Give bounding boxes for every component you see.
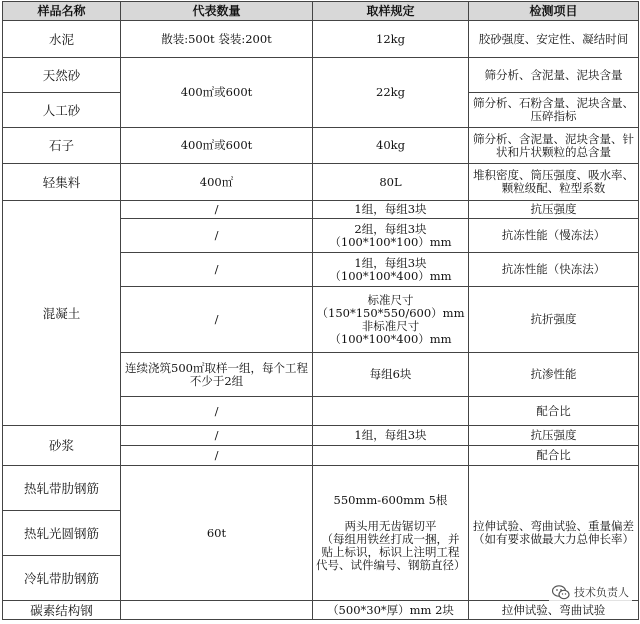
steel-name-3: 冷轧带肋钢筋: [3, 556, 121, 601]
carbon-steel-qty: [121, 601, 313, 620]
concrete-test-5: 抗渗性能: [469, 353, 639, 397]
lightweight-test: 堆积密度、筒压强度、吸水率、颗粒级配、粒型系数: [469, 164, 639, 201]
mortar-qty-1: /: [121, 426, 313, 446]
table-row: [3, 466, 639, 511]
rule-line: （100*100*400）mm: [316, 270, 465, 283]
concrete-test-3: 抗冻性能（快冻法）: [469, 253, 639, 287]
steel-rule: [313, 466, 469, 601]
table-row: [3, 58, 639, 93]
concrete-qty-1: /: [121, 201, 313, 219]
steel-name-2: 热轧光圆钢筋: [3, 511, 121, 556]
rule-line: 两头用无齿锯切平: [316, 520, 465, 533]
carbon-steel-test: 拉伸试验、弯曲试验: [469, 601, 639, 620]
rule-line: （100*100*100）mm: [316, 236, 465, 249]
mortar-rule-1: 1组，每组3块: [313, 426, 469, 446]
concrete-name: 混凝土: [3, 201, 121, 426]
sampling-table: [2, 1, 639, 620]
watermark: [549, 583, 632, 601]
carbon-steel-name: 碳素结构钢: [3, 601, 121, 620]
concrete-rule-5: 每组6块: [313, 353, 469, 397]
header-sampling-rule: 取样规定: [313, 2, 469, 21]
header-sample-name: 样品名称: [3, 2, 121, 21]
steel-test: 拉伸试验、弯曲试验、重量偏差（如有要求做最大力总伸长率）: [469, 466, 639, 601]
lightweight-qty: 400㎡: [121, 164, 313, 201]
lightweight-name: 轻集料: [3, 164, 121, 201]
carbon-steel-rule: （500*30*厚）mm 2块: [313, 601, 469, 620]
natural-sand-test: 筛分析、含泥量、泥块含量: [469, 58, 639, 93]
concrete-qty-4: /: [121, 287, 313, 353]
sand-qty: 400㎡或600t: [121, 58, 313, 128]
cement-name: 水泥: [3, 21, 121, 58]
concrete-test-2: 抗冻性能（慢冻法）: [469, 219, 639, 253]
concrete-rule-3: [313, 253, 469, 287]
cement-test: 胶砂强度、安定性、凝结时间: [469, 21, 639, 58]
table-row: [3, 164, 639, 201]
lightweight-rule: 80L: [313, 164, 469, 201]
rule-line: （每组用铁丝打成一捆，并贴上标识，标识上注明工程代号、试件编号、钢筋直径）: [316, 533, 465, 572]
natural-sand-name: 天然砂: [3, 58, 121, 93]
concrete-rule-4: [313, 287, 469, 353]
concrete-qty-6: /: [121, 397, 313, 426]
header-quantity: 代表数量: [121, 2, 313, 21]
concrete-test-6: 配合比: [469, 397, 639, 426]
wechat-logo-icon: [552, 585, 570, 600]
stone-rule: 40kg: [313, 128, 469, 164]
rule-line: 标准尺寸: [316, 294, 465, 307]
concrete-qty-2: /: [121, 219, 313, 253]
stone-qty: 400㎡或600t: [121, 128, 313, 164]
watermark-text: 技术负责人: [574, 584, 629, 600]
sand-rule: 22kg: [313, 58, 469, 128]
table-row: [3, 426, 639, 446]
concrete-rule-6: [313, 397, 469, 426]
artificial-sand-test: 筛分析、石粉含量、泥块含量、压碎指标: [469, 93, 639, 128]
rule-line: 非标准尺寸: [316, 320, 465, 333]
mortar-rule-2: [313, 446, 469, 466]
rule-line: 1组，每组3块: [316, 257, 465, 270]
rule-line: 550mm-600mm 5根: [316, 494, 465, 507]
rule-line: 2组，每组3块: [316, 223, 465, 236]
cement-rule: 12kg: [313, 21, 469, 58]
mortar-name: 砂浆: [3, 426, 121, 466]
cement-qty: 散装:500t 袋装:200t: [121, 21, 313, 58]
concrete-test-1: 抗压强度: [469, 201, 639, 219]
table-row: [3, 201, 639, 219]
concrete-rule-1: 1组，每组3块: [313, 201, 469, 219]
steel-qty: 60t: [121, 466, 313, 601]
stone-name: 石子: [3, 128, 121, 164]
rule-line: （150*150*550/600）mm: [316, 307, 465, 320]
mortar-test-1: 抗压强度: [469, 426, 639, 446]
concrete-rule-2: [313, 219, 469, 253]
table-row: [3, 21, 639, 58]
artificial-sand-name: 人工砂: [3, 93, 121, 128]
concrete-test-4: 抗折强度: [469, 287, 639, 353]
steel-name-1: 热轧带肋钢筋: [3, 466, 121, 511]
stone-test: 筛分析、含泥量、泥块含量、针状和片状颗粒的总含量: [469, 128, 639, 164]
rule-line: （100*100*400）mm: [316, 333, 465, 346]
concrete-qty-3: /: [121, 253, 313, 287]
header-test-items: 检测项目: [469, 2, 639, 21]
table-row: [3, 601, 639, 620]
table-row: [3, 128, 639, 164]
header-row: [3, 2, 639, 21]
mortar-qty-2: /: [121, 446, 313, 466]
concrete-qty-5: 连续浇筑500㎡取样一组，每个工程不少于2组: [121, 353, 313, 397]
mortar-test-2: 配合比: [469, 446, 639, 466]
